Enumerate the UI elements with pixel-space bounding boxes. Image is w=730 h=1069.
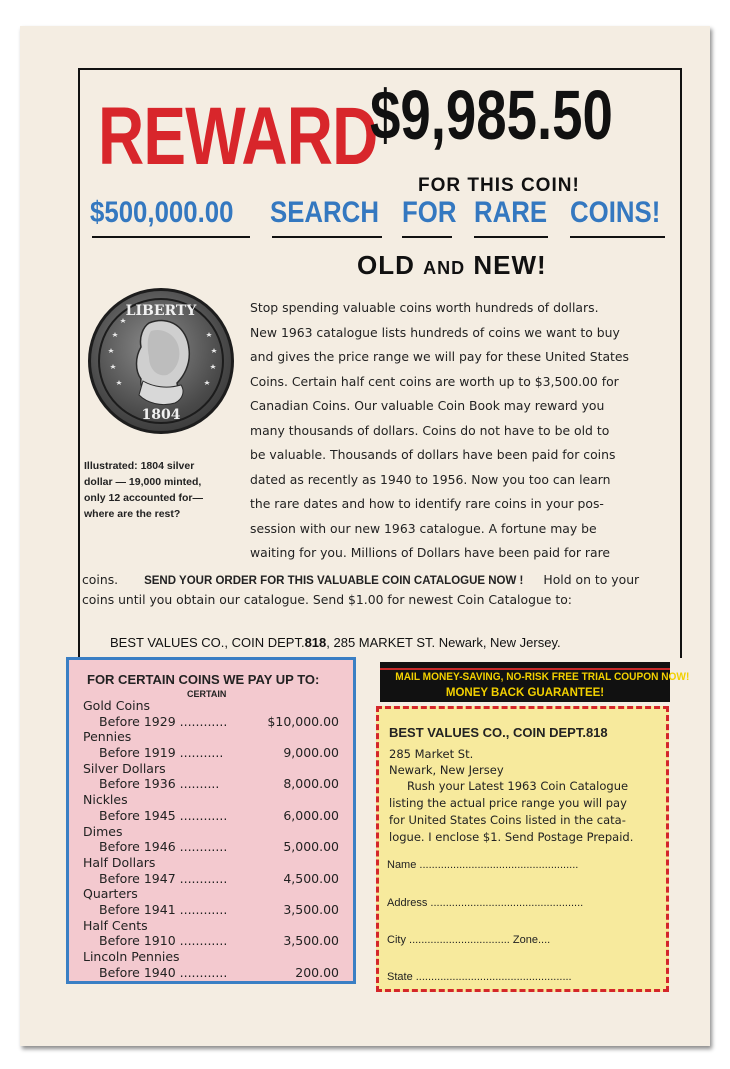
price-row [99, 839, 339, 854]
coupon-city-state: Newark, New Jersey [389, 763, 504, 777]
leader-dots: ............ [175, 933, 228, 949]
search-word: RARE [474, 196, 548, 229]
coupon-text-line: logue. I enclose $1. Send Postage Prepaid. [389, 830, 634, 844]
search-word: SEARCH [270, 196, 379, 229]
price-value: 3,500.00 [283, 933, 339, 949]
price-before-year: Before 1947 [99, 870, 176, 886]
company-address: BEST VALUES CO., COIN DEPT.818, 285 MARKET ST. Newark, New Jersey. [110, 635, 561, 650]
coupon-banner [380, 662, 690, 702]
search-word: FOR [402, 196, 457, 229]
coupon-title: BEST VALUES CO., COIN DEPT.818 [389, 725, 608, 740]
price-category: Half Dollars [83, 855, 156, 870]
coupon-text-line: for United States Coins listed in the cata- [389, 813, 626, 827]
price-category: Silver Dollars [83, 760, 166, 776]
price-row [99, 965, 339, 980]
coin-year: 1804 [141, 407, 181, 423]
silver-dollar-coin-image [88, 288, 234, 434]
coupon-street: 285 Market St. [389, 747, 474, 761]
price-value: 5,000.00 [283, 839, 339, 855]
price-category: Nickles [83, 792, 128, 808]
coin-legend: LIBERTY [125, 303, 197, 319]
price-row [99, 776, 339, 791]
price-value: 4,500.00 [283, 870, 339, 886]
price-category: Half Cents [83, 917, 148, 933]
price-list-title: FOR CERTAIN COINS WE PAY UP TO: [87, 672, 320, 687]
coupon-text-line: listing the actual price range you will pay [389, 796, 627, 810]
price-value: 8,000.00 [283, 776, 339, 792]
banner-line-2: MONEY BACK GUARANTEE! [445, 687, 605, 699]
leader-dots: ........... [175, 744, 224, 760]
search-headline [90, 198, 665, 242]
name-field[interactable]: Name .................................................... [387, 859, 579, 871]
old-and-new: OLD AND NEW! [357, 250, 547, 280]
leader-dots: ............ [175, 713, 228, 729]
coupon-text-line: Rush your Latest 1963 Coin Catalogue [407, 779, 629, 793]
leader-dots: ............ [175, 870, 228, 886]
send-order-callout: SEND YOUR ORDER FOR THIS VALUABLE COIN CATALOGUE NOW ! [144, 575, 524, 587]
price-before-year: Before 1936 [99, 776, 176, 792]
leader-dots: ............ [175, 807, 228, 823]
price-row [99, 714, 339, 729]
leader-dots: ............ [175, 839, 228, 855]
price-category: Gold Coins [83, 698, 150, 713]
price-row [99, 902, 339, 917]
order-line-2: coins until you obtain our catalogue. Send $1.00 for newest Coin Catalogue to: [82, 592, 572, 607]
search-word: COINS! [570, 196, 661, 229]
price-row [99, 871, 339, 886]
price-list-box [66, 657, 356, 984]
banner-line-1: MAIL MONEY-SAVING, NO-RISK FREE TRIAL COUPON NOW! [395, 671, 690, 683]
underline [474, 236, 548, 238]
price-before-year: Before 1945 [99, 807, 176, 823]
price-value: 3,500.00 [283, 901, 339, 917]
reward-heading: REWARD [98, 91, 378, 182]
price-before-year: Before 1919 [99, 744, 176, 760]
price-list-certain: CERTAIN [187, 689, 227, 699]
reward-amount: $9,985.50 [370, 76, 613, 154]
price-category: Lincoln Pennies [83, 949, 180, 965]
order-line: coins. SEND YOUR ORDER FOR THIS VALUABLE COIN CATALOGUE NOW ! Hold on to your [82, 572, 640, 587]
price-before-year: Before 1910 [99, 933, 176, 949]
price-category: Dimes [83, 823, 123, 839]
price-before-year: Before 1940 [99, 964, 176, 980]
price-value: 9,000.00 [283, 744, 339, 760]
price-category: Pennies [83, 729, 132, 745]
address-field[interactable]: Address .................................................. [387, 897, 584, 909]
search-word: $500,000.00 [90, 196, 234, 229]
underline [92, 236, 250, 238]
underline [402, 236, 452, 238]
state-field[interactable]: State ................................................... [387, 971, 572, 983]
price-value: 6,000.00 [283, 807, 339, 823]
price-before-year: Before 1941 [99, 901, 176, 917]
price-value: 200.00 [295, 964, 339, 980]
price-value: $10,000.00 [267, 713, 339, 729]
price-row [99, 933, 339, 948]
for-this-coin: FOR THIS COIN! [418, 175, 580, 196]
leader-dots: ............ [175, 901, 228, 917]
price-category: Quarters [83, 886, 138, 902]
price-row [99, 808, 339, 823]
price-before-year: Before 1946 [99, 839, 176, 855]
city-zone-field[interactable]: City ................................. Zone.... [387, 934, 551, 946]
leader-dots: ............ [175, 964, 228, 980]
price-before-year: Before 1929 [99, 713, 176, 729]
coin-caption: Illustrated: 1804 silver dollar — 19,000 minted, only 12 accounted for— where are the rest? [84, 460, 204, 520]
order-coupon[interactable] [376, 706, 669, 992]
price-row [99, 745, 339, 760]
underline [570, 236, 665, 238]
ad-body-text: Stop spending valuable coins worth hundreds of dollars. New 1963 catalogue lists hundreds of coins we want to buy and gives the price range we will pay for these United States Coins. Certain half cent coins are worth up to $3,500.00 for Canadian Coins. Our valuable Coin Book may reward you many thousands of dollars. Coins do not have to be old to be valuable. Thousands of dollars have been paid for coins dated as recently as 1940 to 1956. Now you too can learn the rare dates and how to identify rare coins in your pos- session with our new 1963 catalogue. A fortune may be waiting for you. Millions of Dollars have been paid for rare [250, 300, 629, 560]
banner-stripe [380, 668, 670, 670]
leader-dots: .......... [175, 776, 220, 792]
underline [272, 236, 382, 238]
